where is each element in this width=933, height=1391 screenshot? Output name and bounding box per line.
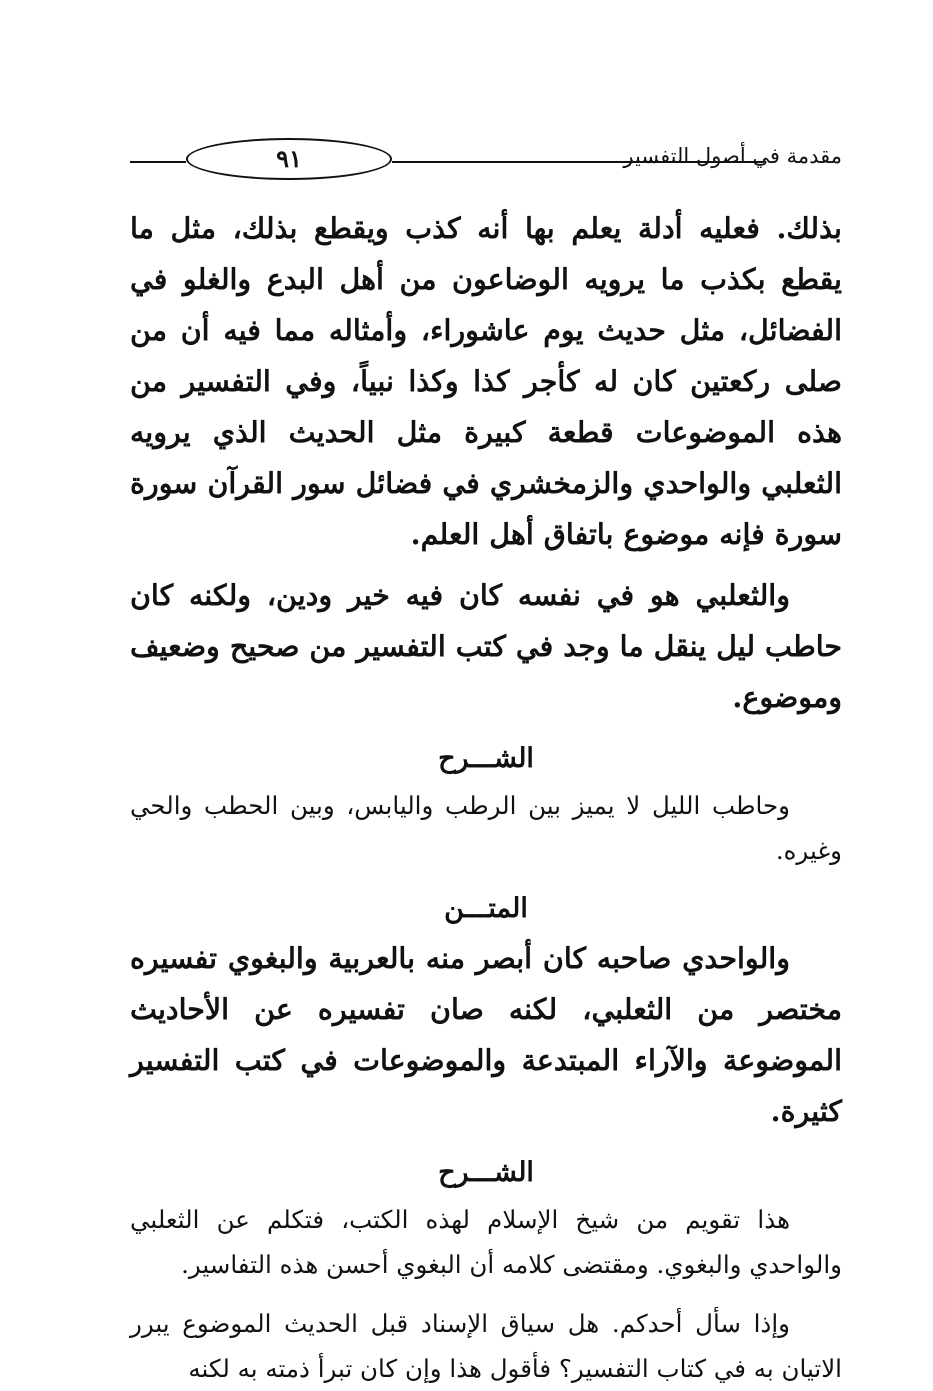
page-content <box>130 203 842 1391</box>
page-header <box>130 138 842 182</box>
matn-heading: المتـــن <box>444 893 528 924</box>
matn-paragraph-3: والواحدي صاحبه كان أبصر منه بالعربية والبغوي تفسيره مختصر من الثعلبي، لكنه صان تفسيره عن الأحاديث الموضوعة والآراء المبتدعة والموضوعات في كتب التفسير كثيرة. <box>130 941 842 1128</box>
sharh-heading-1: الشـــرح <box>438 743 534 774</box>
sharh-paragraph-2: هذا تقويم من شيخ الإسلام لهذه الكتب، فتكلم عن الثعلبي والواحدي والبغوي. ومقتضى كلامه أن البغوي أحسن هذه التفاسير. <box>130 1205 842 1279</box>
matn-paragraph-2: والثعلبي هو في نفسه كان فيه خير ودين، ولكنه كان حاطب ليل ينقل ما وجد في كتب التفسير من صحيح وضعيف وموضوع. <box>130 578 842 714</box>
sharh-paragraph-1: وحاطب الليل لا يميز بين الرطب واليابس، وبين الحطب والحي وغيره. <box>130 791 842 865</box>
sharh-heading-2: الشـــرح <box>438 1157 534 1188</box>
page-number: ٩١ <box>186 138 392 180</box>
sharh-paragraph-3: وإذا سأل أحدكم. هل سياق الإسناد قبل الحديث الموضوع يبرر الاتيان به في كتاب التفسير؟ فأقول هذا وإن كان تبرأ ذمته به لكنه <box>130 1309 842 1383</box>
header-rule-left <box>130 161 186 163</box>
matn-paragraph-1: بذلك. فعليه أدلة يعلم بها أنه كذب ويقطع بذلك، مثل ما يقطع بكذب ما يرويه الوضاعون من أهل البدع والغلو في الفضائل، مثل حديث يوم عاشوراء، وأمثاله مما فيه أن من صلى ركعتين كان له كأجر كذا وكذا نبياً، وفي التفسير من هذه الموضوعات قطعة كبيرة مثل الحديث الذي يرويه الثعلبي والواحدي والزمخشري في فضائل سور القرآن سورة سورة فإنه موضوع باتفاق أهل العلم. <box>130 211 842 551</box>
book-title: مقدمة في أصول التفسير <box>623 144 842 168</box>
